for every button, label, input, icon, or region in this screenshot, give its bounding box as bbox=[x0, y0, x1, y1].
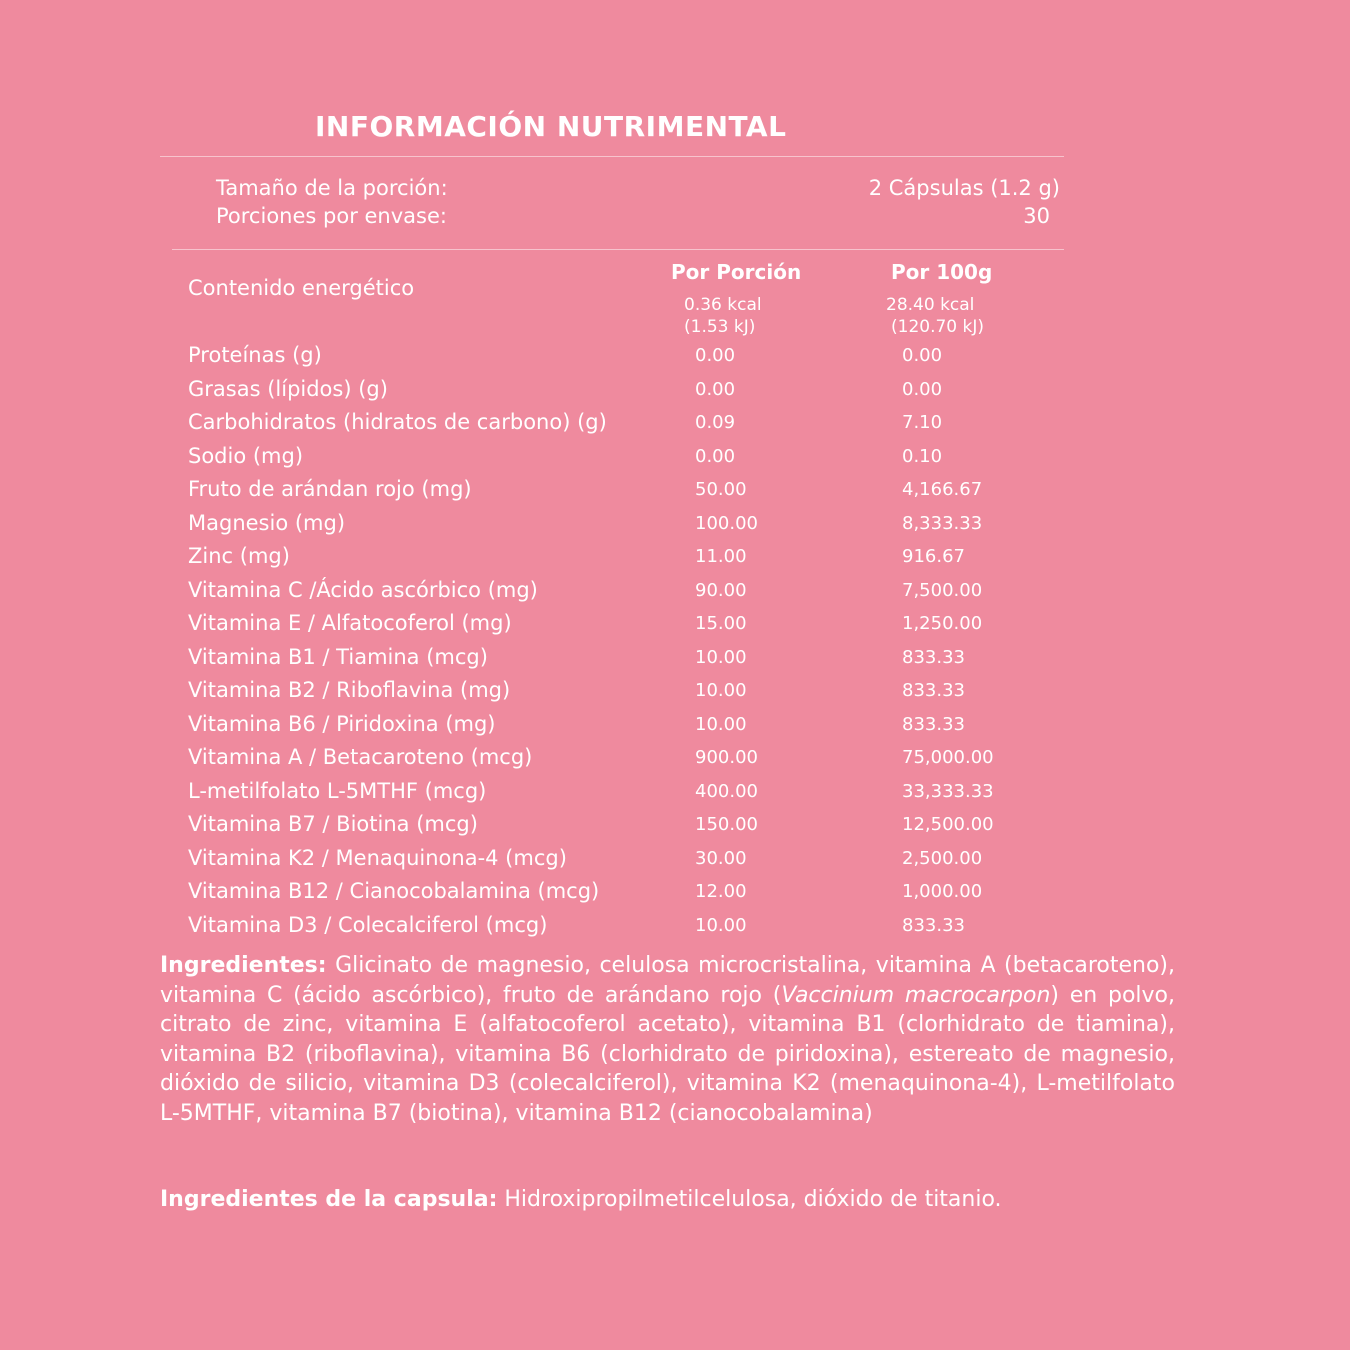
nutrient-per-100g: 75,000.00 bbox=[902, 747, 994, 768]
nutrient-per-serving: 11.00 bbox=[695, 546, 747, 567]
nutrient-name: Vitamina B12 / Cianocobalamina (mcg) bbox=[188, 879, 600, 903]
nutrient-per-100g: 1,250.00 bbox=[902, 613, 983, 634]
energy-100g-kcal: 28.40 kcal bbox=[886, 295, 975, 315]
nutrient-per-100g: 833.33 bbox=[902, 914, 965, 936]
nutrient-per-serving: 150.00 bbox=[695, 814, 758, 835]
ingredients-italic: Vaccinium macrocarpon bbox=[781, 982, 1051, 1008]
nutrient-per-100g: 1,000.00 bbox=[902, 881, 983, 902]
nutrient-name: Vitamina B6 / Piridoxina (mg) bbox=[188, 711, 496, 736]
serving-size-label: Tamaño de la porción: bbox=[216, 176, 448, 200]
nutrient-per-100g: 916.67 bbox=[902, 546, 965, 567]
nutrient-name: L-metilfolato L-5MTHF (mcg) bbox=[188, 778, 487, 803]
servings-per-container-label: Porciones por envase: bbox=[216, 204, 447, 228]
serving-labels bbox=[216, 174, 448, 230]
nutrient-name: Proteínas (g) bbox=[188, 343, 322, 367]
nutrient-per-serving: 30.00 bbox=[695, 847, 747, 869]
capsule-ingredients-text: Hidroxipropilmetilcelulosa, dióxido de titanio. bbox=[497, 1187, 1002, 1212]
nutrient-per-serving: 10.00 bbox=[695, 680, 747, 701]
nutrient-per-100g: 0.00 bbox=[902, 378, 943, 400]
nutrient-per-serving: 0.00 bbox=[695, 345, 736, 366]
nutrient-name: Vitamina B1 / Tiamina (mcg) bbox=[188, 644, 488, 669]
divider-top bbox=[160, 156, 1064, 157]
nutrient-per-serving: 50.00 bbox=[695, 479, 747, 500]
energy-serving-kj: (1.53 kJ) bbox=[684, 317, 756, 337]
capsule-ingredients-label: Ingredientes de la capsula: bbox=[160, 1187, 498, 1212]
nutrient-per-serving: 90.00 bbox=[695, 579, 747, 601]
nutrient-name: Vitamina E / Alfatocoferol (mg) bbox=[188, 611, 512, 635]
nutrient-name: Vitamina C /Ácido ascórbico (mg) bbox=[188, 577, 538, 602]
nutrient-per-100g: 2,500.00 bbox=[902, 847, 983, 869]
nutrient-per-serving: 0.09 bbox=[695, 412, 736, 433]
energy-per-100g bbox=[886, 294, 984, 338]
capsule-ingredients-paragraph bbox=[160, 1185, 1175, 1215]
nutrient-per-100g: 833.33 bbox=[902, 680, 965, 701]
nutrient-per-serving: 12.00 bbox=[695, 881, 747, 902]
nutrient-name: Vitamina A / Betacaroteno (mcg) bbox=[188, 745, 533, 769]
nutrient-per-serving: 0.00 bbox=[695, 445, 736, 467]
nutrient-per-100g: 33,333.33 bbox=[902, 780, 994, 802]
ingredients-paragraph bbox=[160, 951, 1175, 1128]
nutrient-per-100g: 4,166.67 bbox=[902, 479, 983, 500]
nutrient-per-serving: 100.00 bbox=[695, 512, 758, 534]
nutrient-name: Fruto de arándan rojo (mg) bbox=[188, 477, 472, 501]
energy-100g-kj: (120.70 kJ) bbox=[891, 317, 985, 337]
nutrient-name: Zinc (mg) bbox=[188, 544, 290, 568]
nutrient-per-serving: 900.00 bbox=[695, 747, 758, 768]
nutrient-per-100g: 7,500.00 bbox=[902, 579, 983, 601]
nutrient-per-100g: 0.10 bbox=[902, 445, 943, 467]
ingredients-text-after: ) en polvo, citrato de zinc, vitamina E (alfatocoferol acetato), vitamina B1 (clorhidrato de tiamina), vitamina B2 (riboflavina), vitamina B6 (clorhidrato de piridoxina), estereato de magnesio, dióxido de silicio, vitamina D3 (colecalciferol), vitamina K2 (menaquinona-4), L-metilfolato L-5MTHF, vitamina B7 (biotina), vitamina B12 (cianocobalamina) bbox=[160, 982, 1175, 1126]
ingredients-label: Ingredientes: bbox=[160, 953, 327, 978]
column-header-per-100g: Por 100g bbox=[891, 260, 993, 284]
nutrient-name: Sodio (mg) bbox=[188, 443, 304, 468]
nutrient-per-serving: 0.00 bbox=[695, 378, 736, 400]
nutrient-per-100g: 833.33 bbox=[902, 646, 965, 668]
nutrient-per-100g: 7.10 bbox=[902, 412, 943, 433]
nutrient-per-100g: 8,333.33 bbox=[902, 512, 983, 534]
nutrient-name: Grasas (lípidos) (g) bbox=[188, 376, 388, 401]
divider-table bbox=[172, 249, 1064, 250]
nutrient-name: Vitamina D3 / Colecalciferol (mcg) bbox=[188, 912, 548, 937]
nutrient-per-100g: 12,500.00 bbox=[902, 814, 994, 835]
ingredients-text-before: Glicinato de magnesio, celulosa microcristalina, vitamina A (betacaroteno), vitamina C (ácido ascórbico), fruto de arándano rojo ( bbox=[160, 953, 1175, 1008]
nutrient-per-serving: 10.00 bbox=[695, 914, 747, 936]
nutrient-per-serving: 400.00 bbox=[695, 780, 758, 802]
nutrient-name: Carbohidratos (hidratos de carbono) (g) bbox=[188, 410, 607, 434]
nutrient-name: Vitamina B7 / Biotina (mcg) bbox=[188, 812, 478, 836]
nutrient-per-100g: 0.00 bbox=[902, 345, 943, 366]
nutrient-per-serving: 10.00 bbox=[695, 713, 747, 735]
page-title: INFORMACIÓN NUTRIMENTAL bbox=[315, 110, 787, 143]
nutrient-name: Magnesio (mg) bbox=[188, 510, 346, 535]
serving-values bbox=[869, 174, 1060, 230]
nutrient-per-serving: 15.00 bbox=[695, 613, 747, 634]
nutrient-name: Vitamina B2 / Riboflavina (mg) bbox=[188, 678, 511, 702]
nutrient-per-100g: 833.33 bbox=[902, 713, 965, 735]
energy-label: Contenido energético bbox=[188, 276, 415, 300]
nutrient-name: Vitamina K2 / Menaquinona-4 (mcg) bbox=[188, 845, 567, 870]
nutrient-per-serving: 10.00 bbox=[695, 646, 747, 668]
energy-serving-kcal: 0.36 kcal bbox=[684, 295, 762, 315]
servings-per-container-value: 30 bbox=[1023, 204, 1050, 228]
column-header-per-serving: Por Porción bbox=[671, 260, 802, 284]
serving-size-value: 2 Cápsulas (1.2 g) bbox=[868, 176, 1060, 200]
energy-per-serving bbox=[684, 294, 762, 338]
